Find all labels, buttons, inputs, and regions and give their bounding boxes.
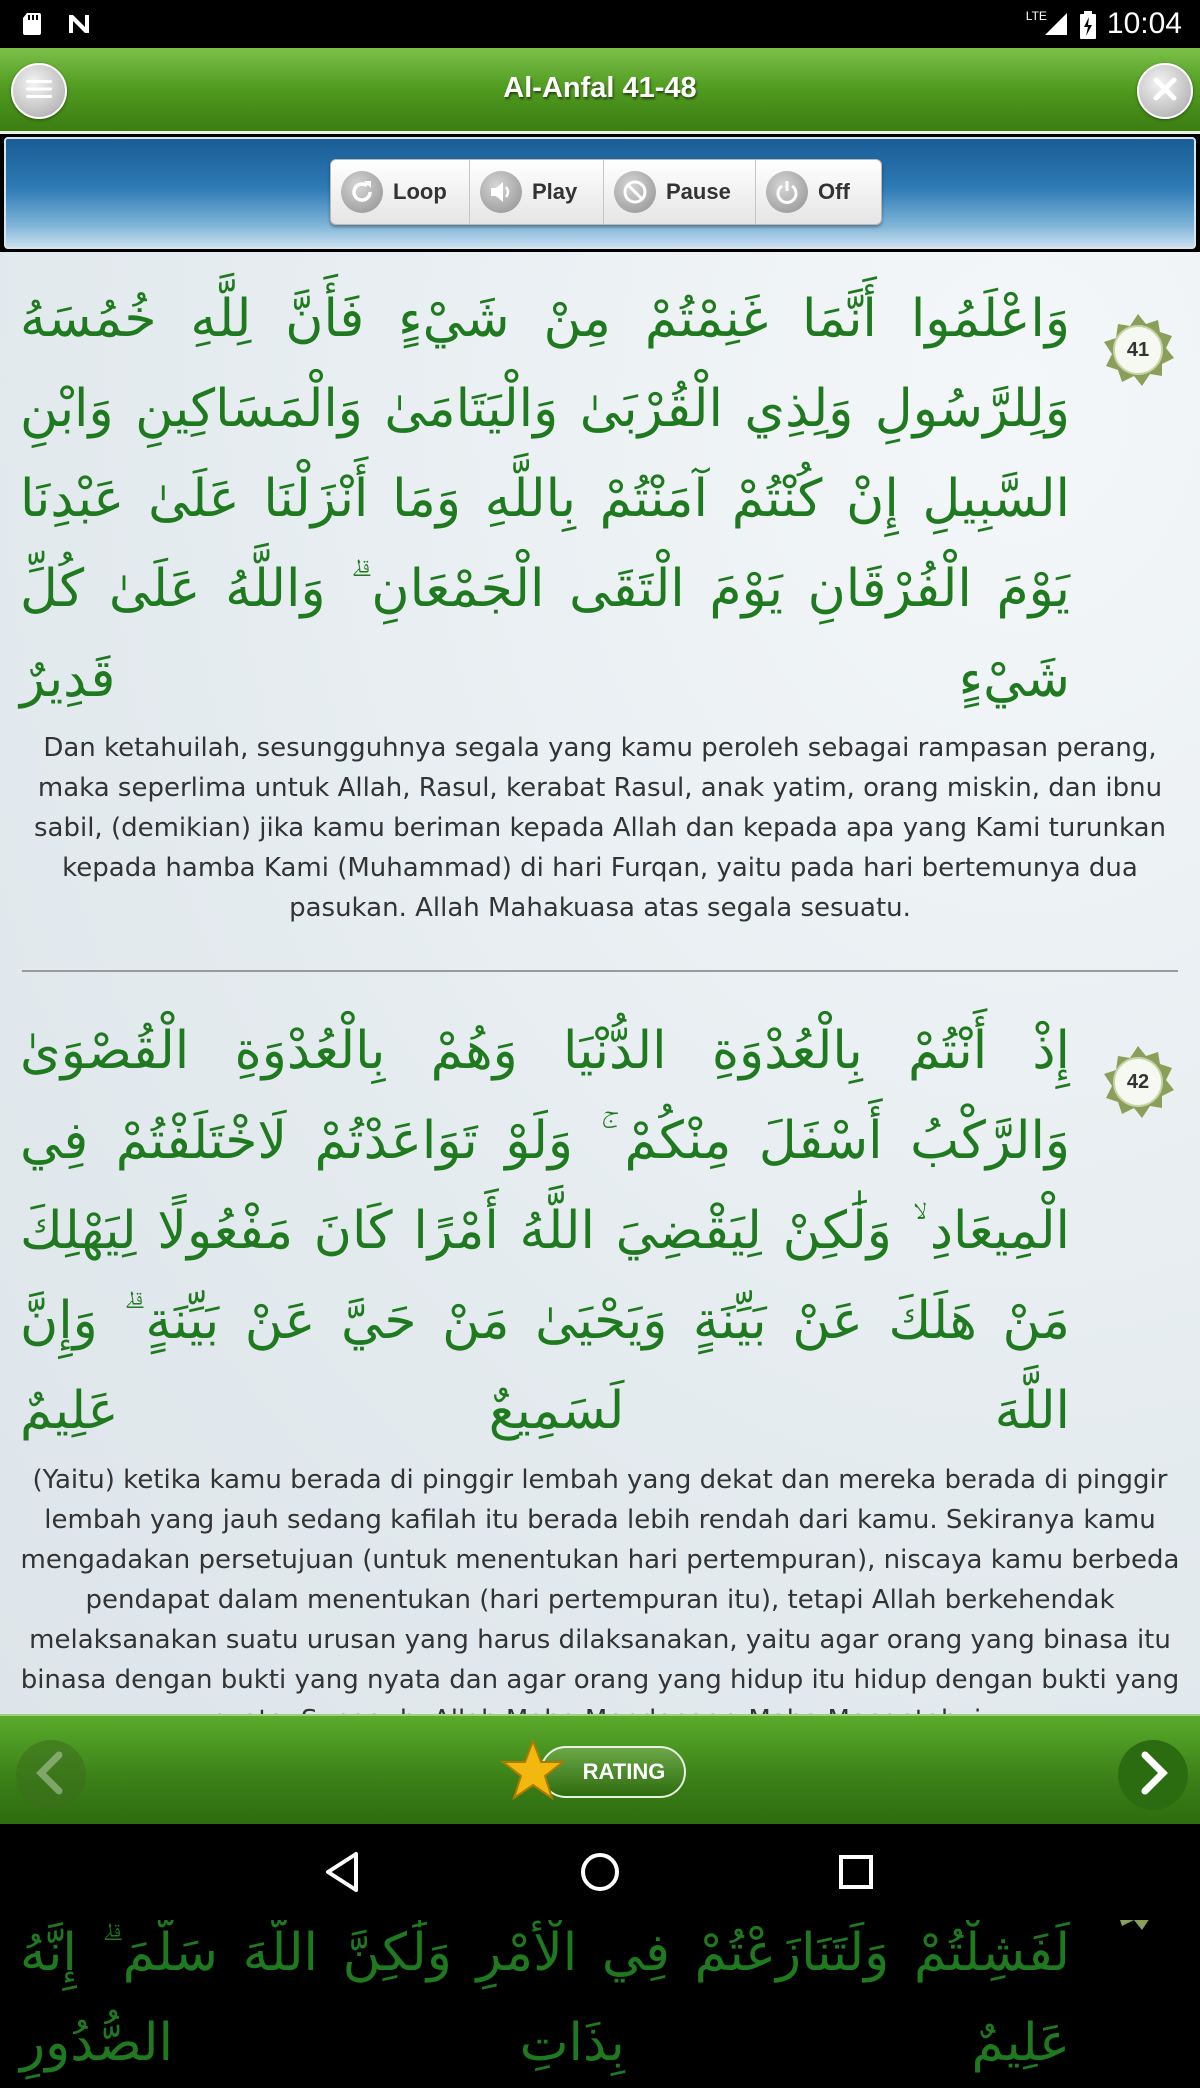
close-icon	[1151, 75, 1179, 107]
status-bar	[0, 0, 1200, 48]
verse-item	[0, 274, 1200, 972]
loop-label: Loop	[393, 179, 447, 204]
ayah-number-badge	[1100, 1044, 1176, 1120]
ayah-number: 42	[1126, 1071, 1150, 1093]
close-button[interactable]	[1137, 63, 1193, 119]
loop-icon	[341, 171, 383, 213]
arabic-text: لَفَشِلْتُمْ وَلَتَنَازَعْتُمْ فِي الْأَمْرِ وَلَٰكِنَّ اللَّهَ سَلَّمَ ۗ إِنَّهُ عَلِيمٌ بِذَاتِ الصُّدُورِ	[20, 1923, 1070, 2073]
power-icon	[766, 171, 808, 213]
title-bar	[0, 48, 1200, 134]
n-notification-icon	[66, 11, 92, 37]
previous-button[interactable]	[16, 1740, 86, 1810]
back-icon[interactable]	[318, 1846, 370, 1898]
network-type: LTE	[1025, 9, 1047, 23]
ayah-number-badge	[1100, 312, 1176, 388]
verse-item	[0, 1006, 1200, 1784]
play-button[interactable]	[470, 160, 604, 224]
audio-controls	[330, 159, 882, 225]
recents-icon[interactable]	[830, 1846, 882, 1898]
rating-button[interactable]: RATING	[540, 1746, 686, 1798]
battery-charging-icon	[1079, 11, 1097, 37]
next-button[interactable]	[1118, 1740, 1188, 1810]
home-icon[interactable]	[574, 1846, 626, 1898]
translation-text: (Yaitu) ketika kamu berada di pinggir lembah yang dekat dan mereka berada di pinggir lembah yang jauh sedang kafilah itu berada lebih rendah dari kamu. Sekiranya kamu mengadakan persetujuan (untuk menentukan hari pertempuran), niscaya kamu berbeda pendapat dalam menentukan (hari pertempuran itu), tetapi Allah berkehendak melaksanakan suatu urusan yang harus dilaksanakan, yaitu agar orang yang binasa itu binasa dengan bukti yang nyata dan agar orang yang hidup itu hidup dengan bukti yang	[20, 1465, 1180, 1695]
arabic-text: وَاعْلَمُوا أَنَّمَا غَنِمْتُمْ مِنْ شَيْءٍ فَأَنَّ لِلَّهِ خُمُسَهُ وَلِلرَّسُولِ وَلِذِي الْقُرْبَىٰ وَالْيَتَامَىٰ وَالْمَسَاكِينِ وَابْنِ السَّبِيلِ إِنْ كُنْتُمْ آمَنْتُمْ بِاللَّهِ وَمَا أَنْزَلْنَا عَلَىٰ عَبْدِنَا يَوْمَ الْفُرْقَانِ يَوْمَ الْتَقَى الْجَمْعَانِ ۗ وَاللَّهُ عَلَىٰ كُلِّ شَيْءٍ قَدِيرٌ	[20, 289, 1070, 709]
pause-icon	[614, 171, 656, 213]
audio-panel	[4, 137, 1196, 249]
play-label: Play	[532, 179, 578, 204]
system-navigation-bar	[0, 1824, 1200, 1920]
off-label: Off	[818, 179, 850, 204]
clock: 10:04	[1106, 7, 1182, 40]
speaker-icon	[480, 171, 522, 213]
pause-label: Pause	[666, 179, 731, 204]
sd-card-icon	[20, 11, 46, 37]
chevron-right-icon	[1135, 1751, 1171, 1799]
arabic-text: إِذْ أَنْتُمْ بِالْعُدْوَةِ الدُّنْيَا وَهُمْ بِالْعُدْوَةِ الْقُصْوَىٰ وَالرَّكْبُ أَسْفَلَ مِنْكُمْ ۚ وَلَوْ تَوَاعَدْتُمْ لَاخْتَلَفْتُمْ فِي الْمِيعَادِ ۙ وَلَٰكِنْ لِيَقْضِيَ اللَّهُ أَمْرًا كَانَ مَفْعُولًا لِيَهْلِكَ مَنْ هَلَكَ عَنْ بَيِّنَةٍ وَيَحْيَىٰ مَنْ حَيَّ عَنْ بَيِّنَةٍ ۗ وَإِنَّ اللَّهَ لَسَمِيعٌ عَلِيمٌ	[20, 1021, 1070, 1441]
off-button[interactable]	[756, 160, 881, 224]
page-title: Al-Anfal 41-48	[503, 72, 697, 104]
divider	[22, 970, 1178, 972]
star-icon	[500, 1738, 566, 1804]
chevron-left-icon	[33, 1751, 69, 1799]
bottom-toolbar	[0, 1714, 1200, 1824]
pause-button[interactable]	[604, 160, 756, 224]
loop-button[interactable]	[331, 160, 470, 224]
translation-text: Dan ketahuilah, sesungguhnya segala yang kamu peroleh sebagai rampasan perang, maka seperlima untuk Allah, Rasul, kerabat Rasul, anak yatim, orang miskin, dan ibnu sabil, (demikian) jika kamu beriman kepada Allah dan kepada apa yang Kami turunkan kepada hamba Kami (Muhammad) di hari Furqan, yaitu pada hari bertemunya dua pasukan. Allah Mahakuasa atas segala sesuatu.	[33, 733, 1166, 923]
ayah-number: 41	[1126, 339, 1150, 361]
